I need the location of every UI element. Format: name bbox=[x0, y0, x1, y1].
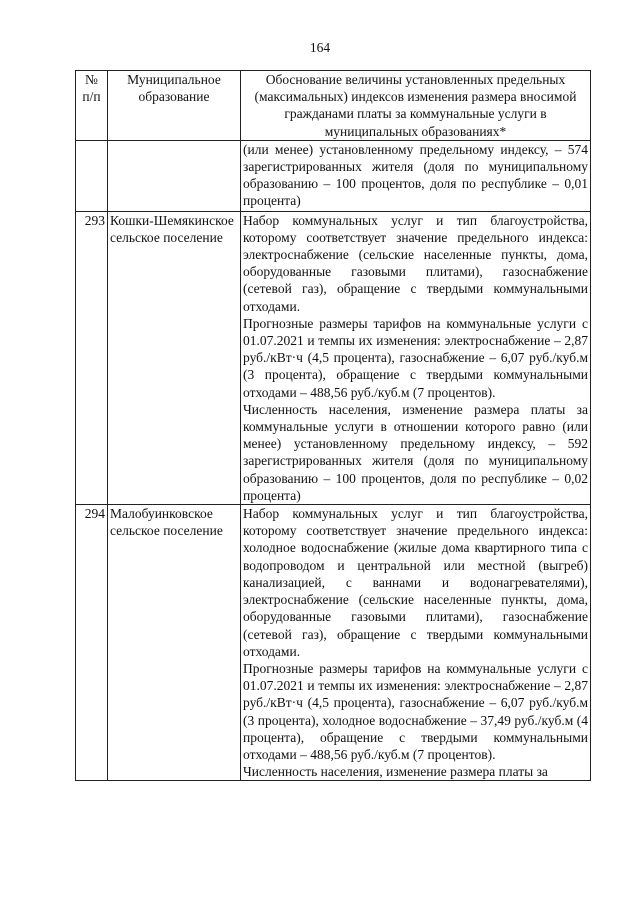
municipality-name: Кошки-Шемякинское сельское поселение bbox=[108, 211, 241, 504]
row-number: 293 bbox=[76, 211, 108, 504]
cell-empty bbox=[108, 140, 241, 211]
page-number: 164 bbox=[309, 40, 331, 55]
row-number: 294 bbox=[76, 505, 108, 781]
table-header-row bbox=[76, 71, 591, 141]
paragraph-population: Численность населения, изменение размера платы за bbox=[243, 764, 548, 780]
cell-empty bbox=[76, 140, 108, 211]
paragraph-tariffs: Прогнозные размеры тарифов на коммунальные услуги с 01.07.2021 и темпы их изменения: электроснабжение – 2,87 руб./кВт·ч (4,5 процента), газоснабжение – 6,07 руб./куб.м (3 процента), холодное водоснабжение – 37,49 руб./куб.м (4 процента), обращение с твердыми коммунальными отходами – 488,56 руб./куб.м (7 процентов). bbox=[243, 660, 588, 762]
paragraph-services: Набор коммунальных услуг и тип благоустройства, которому соответствует значение предельного индекса: холодное водоснабжение (жилые дома квартирного типа с водопроводом и центральной или местной (выгреб) канализацией, с ваннами и водонагревателями), электроснабжение (сельские населенные пункты, дома, оборудованные газовыми плитами), газоснабжение (сетевой газ), обращение с твердыми коммунальными отходами. bbox=[243, 506, 588, 659]
justification-cell bbox=[241, 505, 591, 781]
tariff-index-table bbox=[75, 70, 591, 781]
table-row bbox=[76, 505, 591, 781]
header-number: № п/п bbox=[76, 71, 108, 141]
paragraph-population: Численность населения, изменение размера платы за коммунальные услуги в отношении которого равно (или менее) установленному предельному индексу, – 592 зарегистрированных жителя (доля по муниципальному образованию – 100 процентов, доля по республике – 0,02 процента) bbox=[243, 401, 588, 503]
continuation-text: (или менее) установленному предельному индексу, – 574 зарегистрированных жителя (доля по муниципальному образованию – 100 процентов, доля по республике – 0,01 процента) bbox=[241, 140, 591, 211]
justification-cell bbox=[241, 211, 591, 504]
table-row-continuation bbox=[76, 140, 591, 211]
paragraph-tariffs: Прогнозные размеры тарифов на коммунальные услуги с 01.07.2021 и темпы их изменения: электроснабжение – 2,87 руб./кВт·ч (4,5 процента), газоснабжение – 6,07 руб./куб.м (3 процента), обращение с твердыми коммунальными отходами – 488,56 руб./куб.м (7 процентов). bbox=[243, 315, 588, 400]
header-municipality: Муниципальное образование bbox=[108, 71, 241, 141]
municipality-name: Малобуинковское сельское поселение bbox=[108, 505, 241, 781]
paragraph-services: Набор коммунальных услуг и тип благоустройства, которому соответствует значение предельного индекса: электроснабжение (сельские населенные пункты, дома, оборудованные газовыми плитами), газоснабжение (сетевой газ), обращение с твердыми коммунальными отходами. bbox=[243, 212, 588, 314]
table-row bbox=[76, 211, 591, 504]
header-justification: Обоснование величины установленных предельных (максимальных) индексов изменения размера вносимой гражданами платы за коммунальные услуги в муниципальных образованиях* bbox=[241, 71, 591, 141]
